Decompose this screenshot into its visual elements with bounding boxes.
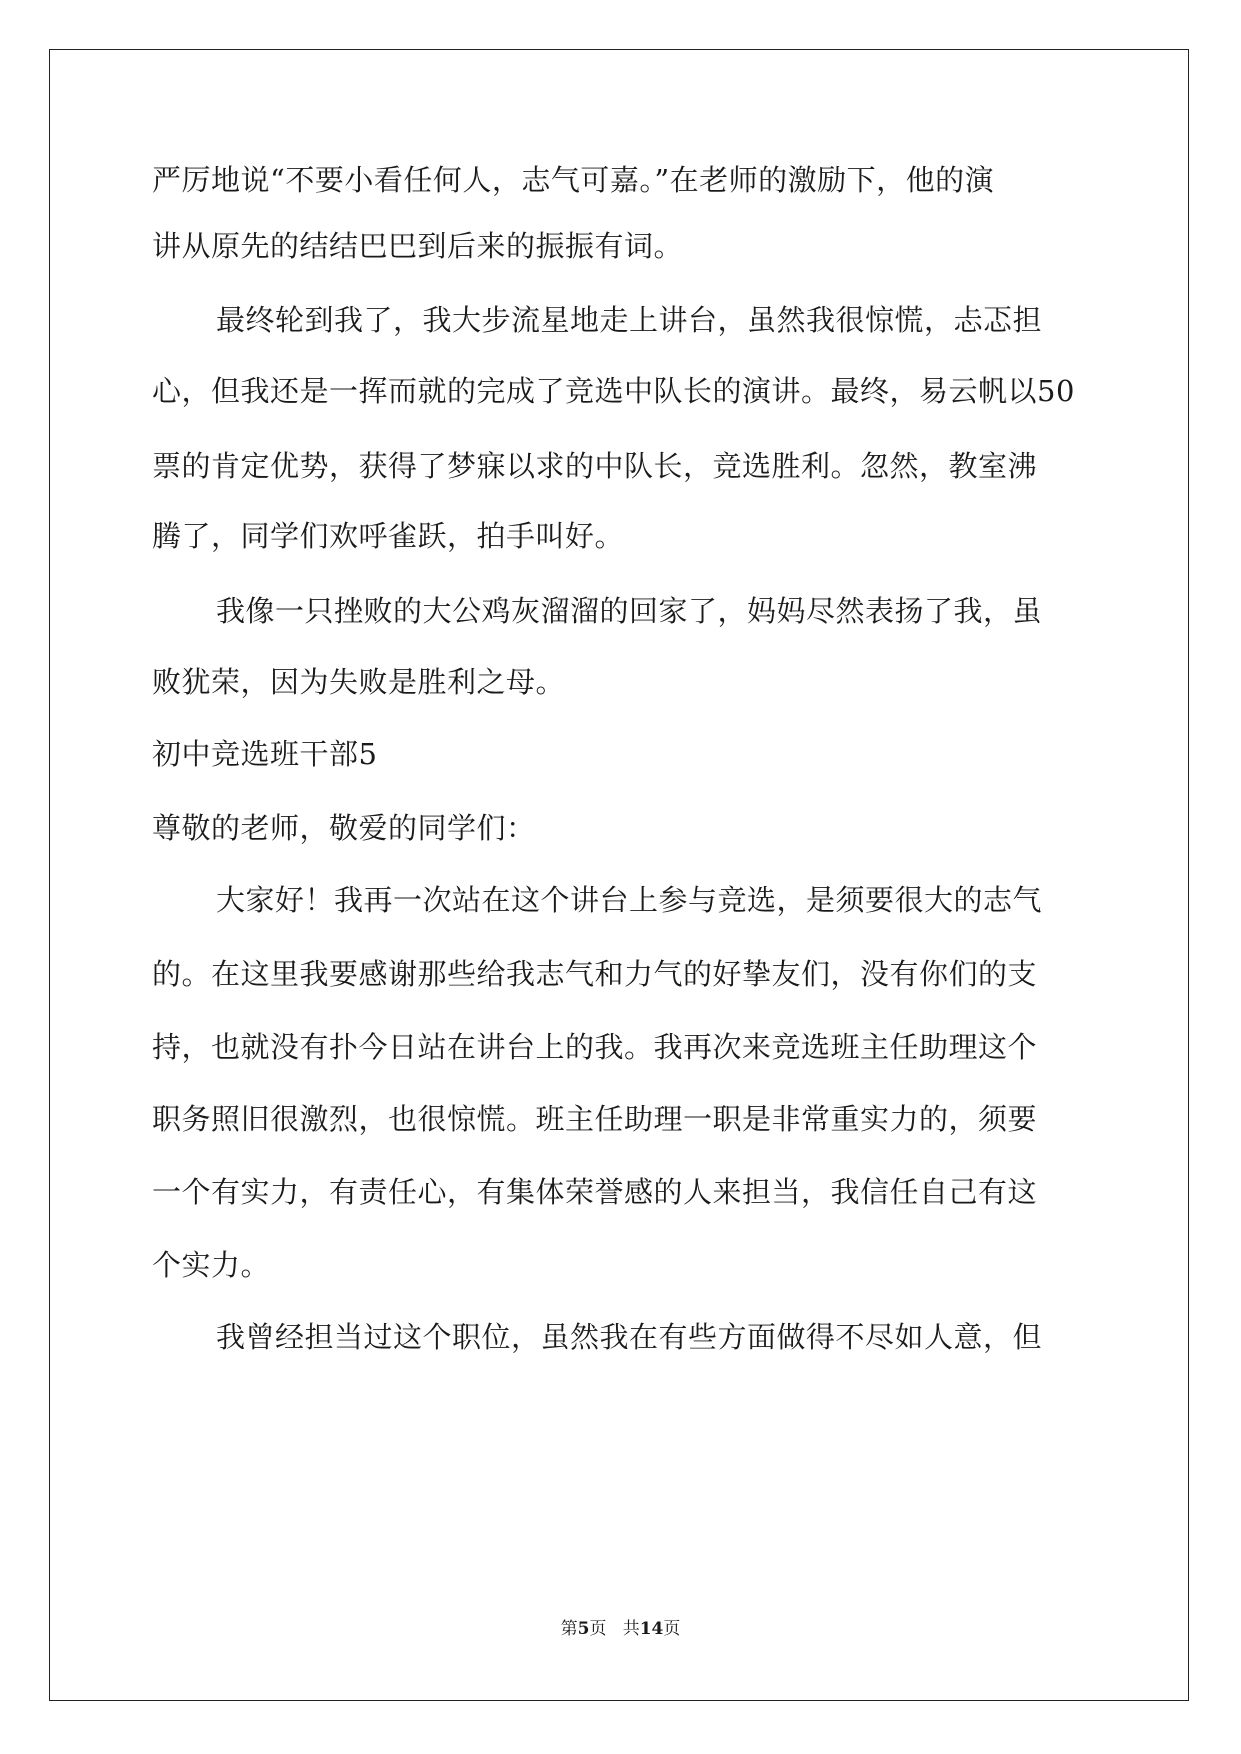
paragraph-line: 职务照旧很激烈，也很惊慌。班主任助理一职是非常重实力的，须要 (152, 1102, 1038, 1136)
paragraph-line: 持，也就没有扑今日站在讲台上的我。我再次来竞选班主任助理这个 (152, 1030, 1038, 1064)
paragraph-line: 腾了，同学们欢呼雀跃，拍手叫好。 (152, 519, 625, 553)
paragraph-line: 严厉地说“不要小看任何人，志气可嘉。”在老师的激励下，他的演 (152, 163, 995, 197)
paragraph-line: 一个有实力，有责任心，有集体荣誉感的人来担当，我信任自己有这 (152, 1175, 1038, 1209)
total-prefix: 共 (622, 1619, 640, 1639)
page-border (49, 49, 1189, 1701)
paragraph-line: 我像一只挫败的大公鸡灰溜溜的回家了，妈妈尽然表扬了我，虽 (216, 594, 1043, 628)
paragraph-line: 票的肯定优势，获得了梦寐以求的中队长，竞选胜利。忽然，教室沸 (152, 449, 1038, 483)
salutation: 尊敬的老师，敬爱的同学们： (152, 811, 536, 845)
paragraph-line: 心，但我还是一挥而就的完成了竞选中队长的演讲。最终，易云帆以50 (152, 374, 1075, 408)
total-unit: 页 (663, 1619, 681, 1639)
section-heading: 初中竞选班干部5 (152, 737, 378, 771)
page-prefix: 第 (560, 1619, 578, 1639)
page-number: 5 (577, 1619, 590, 1639)
page-unit: 页 (589, 1619, 607, 1639)
paragraph-line: 的。在这里我要感谢那些给我志气和力气的好挚友们，没有你们的支 (152, 957, 1038, 991)
total-pages: 14 (639, 1619, 664, 1639)
paragraph-line: 个实力。 (152, 1248, 271, 1282)
paragraph-line: 败犹荣，因为失败是胜利之母。 (152, 665, 566, 699)
paragraph-line: 最终轮到我了，我大步流星地走上讲台，虽然我很惊慌，忐忑担 (216, 303, 1043, 337)
paragraph-line: 我曾经担当过这个职位，虽然我在有些方面做得不尽如人意，但 (216, 1320, 1043, 1354)
page-footer (0, 1617, 1241, 1641)
paragraph-line: 大家好！我再一次站在这个讲台上参与竞选，是须要很大的志气 (216, 883, 1043, 917)
paragraph-line: 讲从原先的结结巴巴到后来的振振有词。 (152, 229, 684, 263)
